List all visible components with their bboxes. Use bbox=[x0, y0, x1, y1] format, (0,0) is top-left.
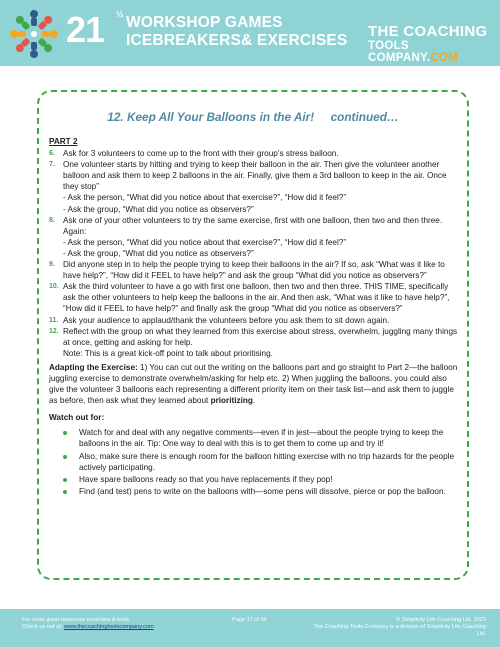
adapting-paragraph bbox=[49, 362, 463, 406]
adapting-label: Adapting the Exercise: bbox=[49, 362, 138, 372]
brand-line2-main: TOOLS COMPANY. bbox=[368, 40, 431, 64]
step-number: 11. bbox=[49, 316, 59, 324]
step-number: 10. bbox=[49, 283, 59, 291]
watch-out-item: Have spare balloons ready so that you have replacements if they pop! bbox=[49, 474, 463, 485]
step-text: Ask your audience to applaud/thank the volunteers before you ask them to sit down again. bbox=[63, 315, 390, 325]
steps-list bbox=[49, 148, 463, 359]
exercise-title: 12. Keep All Your Balloons in the Air! continued… bbox=[107, 110, 399, 124]
footer-band bbox=[0, 609, 500, 647]
footer-link-line bbox=[22, 624, 154, 631]
step-item bbox=[49, 159, 463, 214]
people-circle-logo-icon bbox=[4, 6, 64, 62]
footer-division-text: The Coaching Tools Company is a division of Simplicity Life Coaching Ltd. bbox=[313, 624, 486, 638]
header-title-line2: ICEBREAKERS& EXERCISES bbox=[126, 32, 348, 49]
footer-website-link[interactable]: www.thecoachingtoolscompany.com bbox=[63, 624, 154, 631]
step-number: 7. bbox=[49, 161, 55, 169]
step-text: Did anyone step in to help the people trying to keep their balloons in the air? If so, ask “What was it like to have help?”, “How did it FEEL to have help?” and ask the group “What did you notice as observers?” bbox=[63, 260, 445, 281]
watch-out-item: Find (and test) pens to write on the balloons with—some pens will dissolve, pierce or pop the balloon. bbox=[49, 486, 463, 497]
step-text: Ask the third volunteer to have a go with first one balloon, then two and then three. THIS TIME, specifically ask the other volunteers to help keep the balloons in the air. And then ask, “What was it like to have help?”, “How did it FEEL to have help?” and finally ask the group “What did you notice as observers?” bbox=[63, 282, 450, 314]
watch-out-list bbox=[49, 427, 463, 497]
brand-line1: THE COACHING bbox=[368, 23, 488, 40]
step-text: - Ask the group, “What did you notice as observers?” bbox=[63, 204, 254, 214]
header-title-line1: WORKSHOP GAMES bbox=[126, 14, 283, 31]
step-item bbox=[49, 215, 463, 259]
step-number: 12. bbox=[49, 327, 59, 335]
adapting-keyword: prioritizing bbox=[210, 396, 253, 406]
header-number: 21 bbox=[66, 9, 105, 50]
step-item bbox=[49, 281, 463, 314]
watch-out-item: Also, make sure there is enough room for the balloon hitting exercise with no trip hazards for the people actively participating. bbox=[49, 451, 463, 473]
footer-check-text: Check us out at: bbox=[22, 624, 64, 631]
exercise-content bbox=[49, 136, 463, 498]
footer-page-number: Page 17 of 30 bbox=[232, 617, 267, 623]
step-text: Ask one of your other volunteers to try the same exercise, first with one balloon, then two and then three. Again: bbox=[63, 215, 443, 236]
step-item bbox=[49, 315, 463, 326]
header-band bbox=[0, 0, 500, 66]
watch-out-item: Watch for and deal with any negative comments—even if in jest—about the people trying to keep the balloons in the air. Tip: One way to deal with this is to get them to come up and try it! bbox=[49, 427, 463, 449]
brand-line2 bbox=[368, 40, 500, 64]
step-item bbox=[49, 148, 463, 159]
step-text: One volunteer starts by hitting and trying to keep their balloon in the air. Then give the volunteer another balloon and ask them to keep 2 balloons in the air. Finally, give them a 3rd balloon to keep in the air. Once they stop” bbox=[63, 160, 447, 192]
step-number: 8. bbox=[49, 216, 55, 224]
step-item bbox=[49, 326, 463, 359]
brand-line2-tld: COM bbox=[430, 52, 458, 64]
step-text: - Ask the person, “What did you notice about that exercise?”, “How did it feel?” bbox=[63, 193, 347, 203]
step-text: Note: This is a great kick-off point to talk about prioritising. bbox=[63, 348, 273, 358]
footer-right bbox=[310, 617, 486, 639]
part-label: PART 2 bbox=[49, 137, 78, 146]
step-number: 6. bbox=[49, 150, 55, 158]
footer-resources-text: For more great resources exercises & tools bbox=[22, 617, 129, 623]
exercise-card bbox=[37, 90, 469, 580]
footer-left bbox=[22, 617, 154, 631]
adapting-end: . bbox=[252, 396, 256, 406]
footer-copyright: © Simplicity Life Coaching Ltd. 2023 bbox=[396, 617, 486, 623]
step-number: 9. bbox=[49, 261, 55, 269]
step-text: Ask for 3 volunteers to come up to the front with their group’s stress balloon. bbox=[63, 149, 339, 159]
watch-out-heading: Watch out for: bbox=[49, 413, 105, 423]
step-text: - Ask the person, “What did you notice about that exercise?”, “How did it feel?” bbox=[63, 237, 347, 247]
adapting-text: 1) You can cut out the writing on the balloons part and go straight to Part 2—the balloon juggling exercise to demonstrate overwhelm/asking for help etc. 2) When juggling the balloons, you could also give the volunteer 3 balloons each representing a different priority item on their task list—and ask them to juggle as before, then ask what they learned about bbox=[49, 362, 458, 406]
step-text: Reflect with the group on what they learned from this exercise about stress, overwhelm, juggling many things at once, getting and asking for help. bbox=[63, 326, 458, 347]
header-fraction: ½ bbox=[116, 9, 124, 19]
step-item bbox=[49, 259, 463, 281]
step-text: - Ask the group, “What did you notice as observers?” bbox=[63, 248, 254, 258]
